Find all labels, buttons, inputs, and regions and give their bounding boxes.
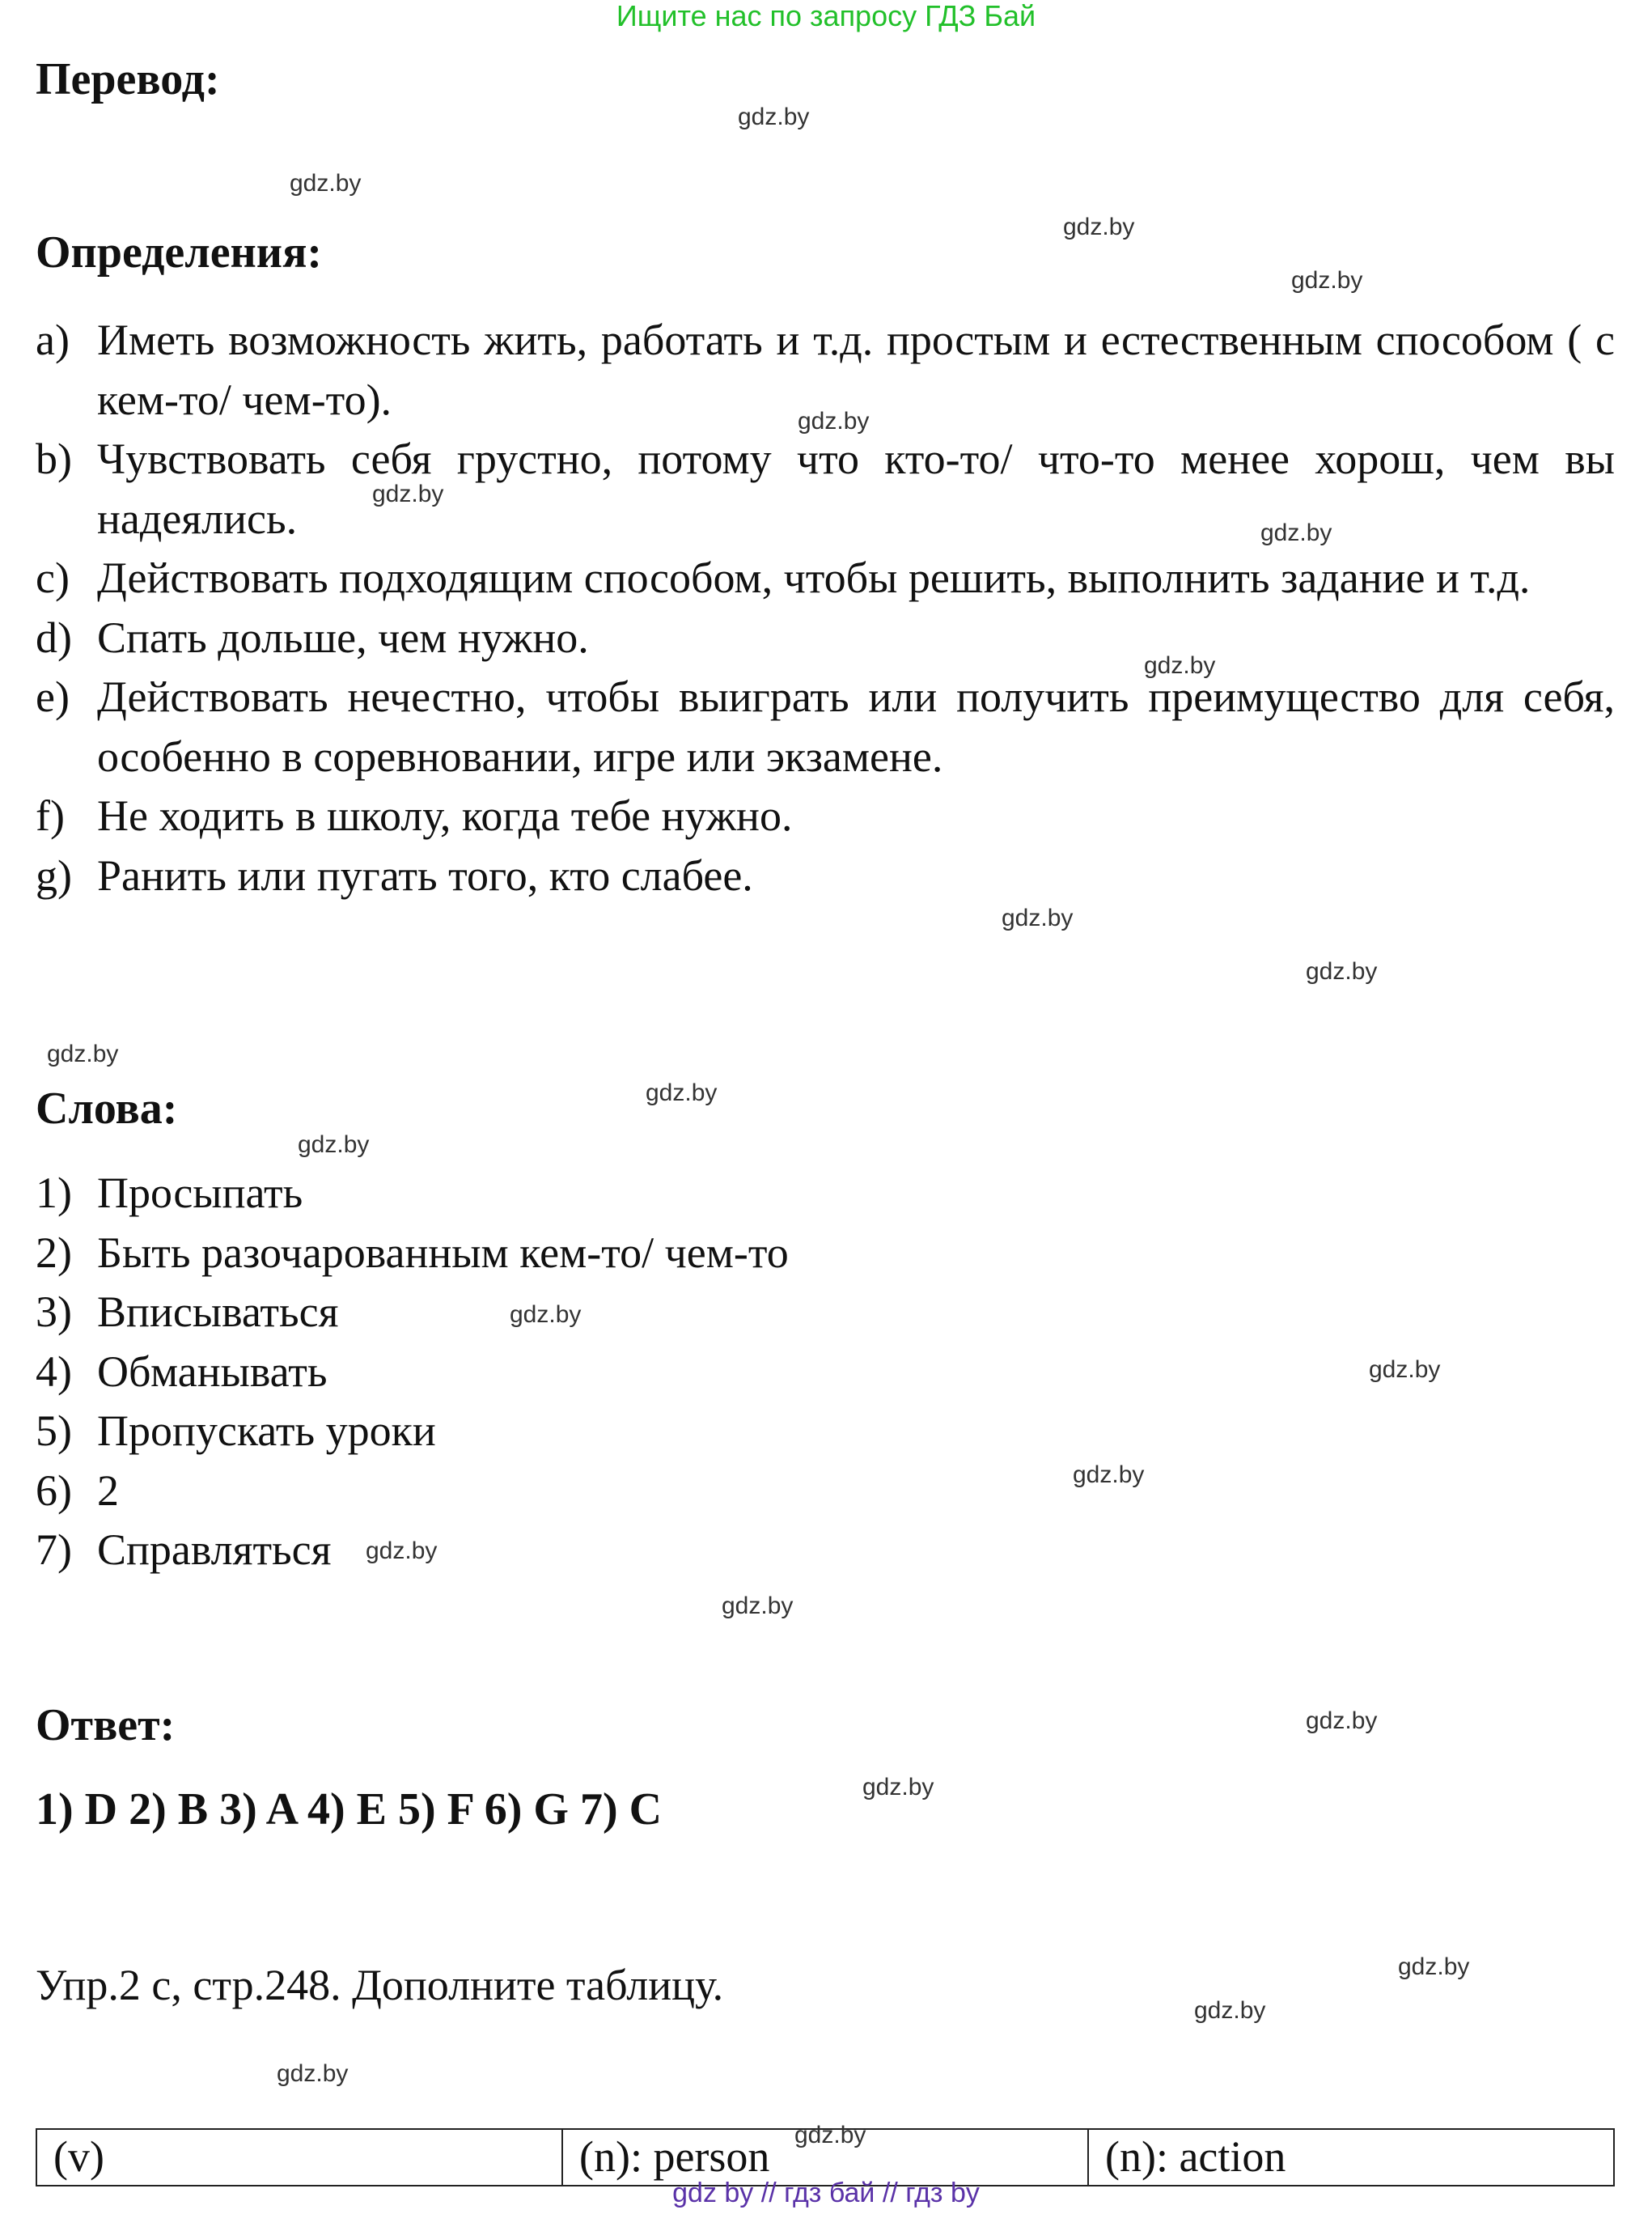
item-marker: a) xyxy=(36,316,70,364)
item-text: Действовать подходящим способом, чтобы решить, выполнить задание и т.д. xyxy=(97,554,1531,602)
item-marker: g) xyxy=(36,850,72,900)
watermark: gdz.by xyxy=(1194,1997,1266,2024)
item-text: Быть разочарованным кем-то/ чем-то xyxy=(97,1228,789,1277)
word-item xyxy=(36,1164,1615,1224)
answer-line: 1) D 2) B 3) A 4) E 5) F 6) G 7) C xyxy=(36,1784,663,1834)
item-text: Пропускать уроки xyxy=(97,1406,436,1455)
table-header-cell: (n): person xyxy=(562,2129,1088,2186)
watermark: gdz.by xyxy=(798,408,870,435)
item-text: 2 xyxy=(97,1465,119,1515)
item-marker: 1) xyxy=(36,1168,72,1217)
watermark: gdz.by xyxy=(1306,958,1378,985)
item-text: Обманывать xyxy=(97,1347,328,1396)
watermark: gdz.by xyxy=(1144,652,1216,679)
definition-item xyxy=(36,668,1615,787)
watermark: gdz.by xyxy=(646,1079,718,1106)
item-marker: 5) xyxy=(36,1406,72,1455)
definition-item xyxy=(36,846,1615,906)
item-text: Чувствовать себя грустно, потому что кто-то/ что-то менее хорош, чем вы надеялись. xyxy=(97,435,1615,543)
definition-item xyxy=(36,609,1615,668)
item-text: Справляться xyxy=(97,1525,332,1574)
item-marker: 4) xyxy=(36,1347,72,1396)
watermark: gdz.by xyxy=(277,2060,349,2087)
word-item xyxy=(36,1521,1615,1580)
watermark: gdz.by xyxy=(1306,1707,1378,1734)
word-item xyxy=(36,1224,1615,1283)
watermark: gdz.by xyxy=(794,2122,866,2148)
heading-answer: Ответ: xyxy=(36,1700,176,1750)
watermark: gdz.by xyxy=(1369,1356,1441,1383)
definition-item xyxy=(36,787,1615,846)
watermark: gdz.by xyxy=(366,1538,438,1564)
item-text: Ранить или пугать того, кто слабее. xyxy=(97,850,753,900)
watermark: gdz.by xyxy=(1291,267,1363,294)
item-marker: f) xyxy=(36,791,65,840)
heading-definitions: Определения: xyxy=(36,227,323,278)
item-marker: 2) xyxy=(36,1228,72,1277)
item-text: Спать дольше, чем нужно. xyxy=(97,613,589,662)
top-banner: Ищите нас по запросу ГДЗ Бай xyxy=(616,0,1036,32)
watermark: gdz.by xyxy=(290,170,362,197)
watermark: gdz.by xyxy=(372,481,444,507)
item-text: Просыпать xyxy=(97,1168,303,1217)
watermark: gdz.by xyxy=(722,1593,794,1619)
item-marker: b) xyxy=(36,435,72,483)
watermark: gdz.by xyxy=(510,1301,582,1328)
item-marker: e) xyxy=(36,672,70,721)
item-text: Не ходить в школу, когда тебе нужно. xyxy=(97,791,793,840)
word-item xyxy=(36,1461,1615,1521)
definitions-list xyxy=(36,311,1615,906)
table-header-cell: (n): action xyxy=(1088,2129,1614,2186)
watermark: gdz.by xyxy=(1398,1953,1470,1980)
item-marker: 3) xyxy=(36,1287,72,1336)
heading-words: Слова: xyxy=(36,1084,178,1134)
item-text: Вписываться xyxy=(97,1287,339,1336)
watermark: gdz.by xyxy=(1073,1461,1145,1488)
watermark: gdz.by xyxy=(862,1774,934,1800)
item-marker: 7) xyxy=(36,1525,72,1574)
exercise-title: Упр.2 c, стр.248. Дополните таблицу. xyxy=(36,1961,724,2009)
heading-translation: Перевод: xyxy=(36,54,220,104)
watermark: gdz.by xyxy=(1002,905,1074,931)
item-text: Иметь возможность жить, работать и т.д. простым и естественным способом ( с кем-то/ чем-то). xyxy=(97,316,1615,424)
word-item xyxy=(36,1402,1615,1461)
footer-links: gdz by // гдз бай // гдз by xyxy=(672,2178,980,2208)
watermark: gdz.by xyxy=(738,104,810,130)
word-item xyxy=(36,1283,1615,1342)
watermark: gdz.by xyxy=(47,1041,119,1067)
definition-item xyxy=(36,430,1615,549)
watermark: gdz.by xyxy=(1063,214,1135,240)
item-marker: 6) xyxy=(36,1465,72,1515)
item-text: Действовать нечестно, чтобы выиграть или получить преимущество для себя, особенно в соревновании, игре или экзамене. xyxy=(97,672,1615,781)
watermark: gdz.by xyxy=(298,1131,370,1158)
definition-item xyxy=(36,549,1615,609)
table-header-cell: (v) xyxy=(36,2129,562,2186)
watermark: gdz.by xyxy=(1260,520,1332,546)
item-marker: d) xyxy=(36,613,72,662)
item-marker: c) xyxy=(36,554,70,602)
